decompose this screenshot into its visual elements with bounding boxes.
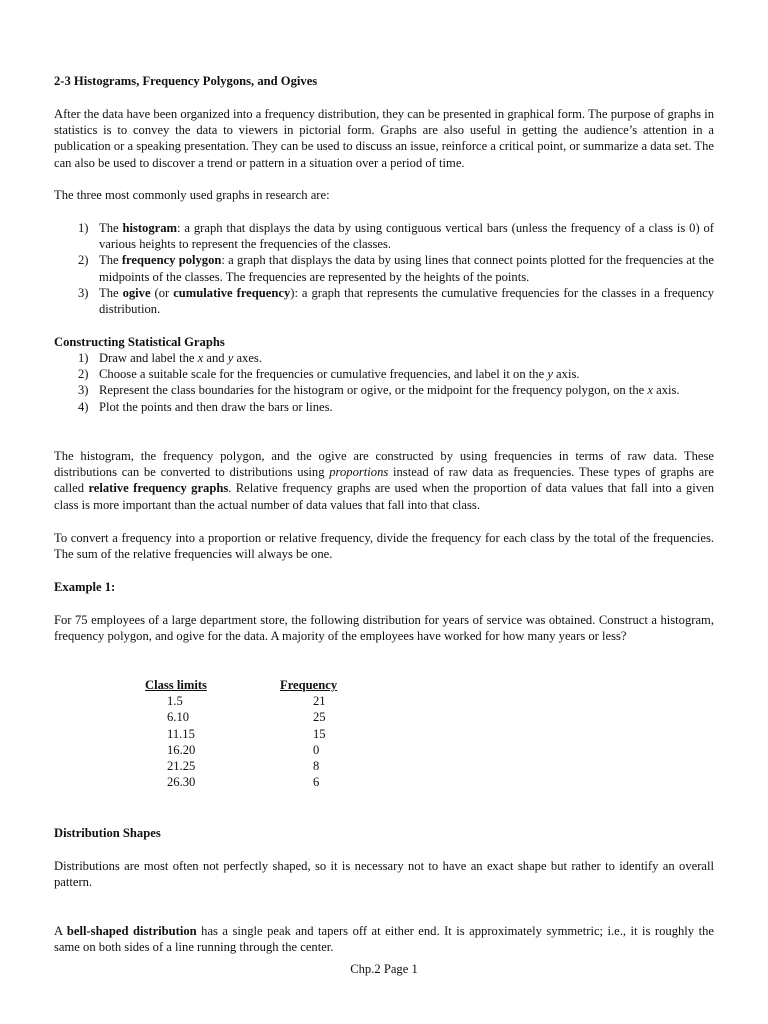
list-item: 2) The frequency polygon: a graph that displays the data by using lines that connect points plotted for the frequencies at the midpoints of the classes. The frequencies are represented by the heights of the points.	[78, 253, 715, 284]
term-bell-shaped: bell-shaped distribution	[66, 924, 197, 938]
table-row: 16.20 0	[167, 742, 320, 757]
table-row: 11.15 15	[167, 726, 326, 741]
distribution-shapes-text: Distributions are most often not perfectly shaped, so it is necessary not to have an exact shape but rather to identify an overall pattern.	[54, 859, 714, 890]
graph-types-list	[78, 220, 714, 317]
example-text: For 75 employees of a large department store, the following distribution for years of service was obtained. Construct a histogram, frequency polygon, and ogive for the data. A majority of the employees have worked for how many years or less?	[54, 613, 714, 644]
distribution-shapes-heading: Distribution Shapes	[54, 826, 161, 840]
convert-paragraph: To convert a frequency into a proportion or relative frequency, divide the frequency for each class by the total of the frequencies. The sum of the relative frequencies will always be one.	[54, 531, 714, 562]
list-item: 3) Represent the class boundaries for the histogram or ogive, or the midpoint for the frequency polygon, on the x axis.	[78, 383, 680, 398]
list-item: 1) The histogram: a graph that displays the data by using contiguous vertical bars (unless the frequency of a class is 0) of various heights to represent the frequencies of the classes.	[78, 221, 714, 252]
page-footer: Chp.2 Page 1	[350, 962, 418, 976]
constructing-steps-list	[78, 350, 714, 415]
list-item: 1) Draw and label the x and y axes.	[78, 351, 262, 365]
header-frequency: Frequency	[280, 678, 338, 692]
list-item: 4) Plot the points and then draw the bars or lines.	[78, 399, 333, 414]
table-row: 6.10 25	[167, 710, 326, 725]
class-limits-table	[145, 677, 337, 790]
term-frequency-polygon: frequency polygon	[121, 253, 222, 268]
relative-frequency-paragraph: The histogram, the frequency polygon, and the ogive are constructed by using frequencies in terms of raw data. These distributions can be converted to distributions using proportions instead of raw data as frequencies. These types of graphs are called relative frequency graphs. Relative frequency graphs are used when the proportion of data values that fall into a given class is more important than the actual number of data values that fall into that class.	[54, 449, 714, 512]
table-row: 1.5 21	[167, 694, 326, 709]
intro-paragraph: After the data have been organized into a frequency distribution, they can be presented in graphical form. The purpose of graphs in statistics is to convey the data to viewers in pictorial form. Graphs are also useful in getting the audience’s attention in a publication or a speaking presentation. They can be used to discuss an issue, reinforce a critical point, or summarize a data set. The can also be used to discover a trend or pattern in a situation over a period of time.	[54, 107, 714, 170]
term-histogram: histogram	[122, 221, 178, 235]
header-class-limits: Class limits	[145, 678, 207, 692]
list-item: 2) Choose a suitable scale for the frequencies or cumulative frequencies, and label it on the y axis.	[78, 367, 580, 382]
list-item: 3) The ogive (or cumulative frequency): a graph that represents the cumulative frequencies for the classes in a frequency distribution.	[78, 285, 714, 317]
common-graphs-intro: The three most commonly used graphs in research are:	[54, 188, 330, 202]
section-title: 2-3 Histograms, Frequency Polygons, and Ogives	[54, 74, 318, 88]
table-row: 26.30 6	[167, 775, 320, 790]
constructing-heading: Constructing Statistical Graphs	[54, 335, 225, 349]
bell-shaped-paragraph: A bell-shaped distribution has a single peak and tapers off at either end. It is approximately symmetric; i.e., it is roughly the same on both sides of a line running through the center.	[54, 924, 714, 955]
example-heading: Example 1:	[54, 580, 116, 594]
term-ogive: ogive	[122, 285, 151, 300]
table-row: 21.25 8	[167, 759, 320, 774]
term-cumulative-frequency: cumulative frequency	[173, 285, 291, 300]
term-relative-frequency-graphs: relative frequency graphs	[88, 481, 229, 496]
